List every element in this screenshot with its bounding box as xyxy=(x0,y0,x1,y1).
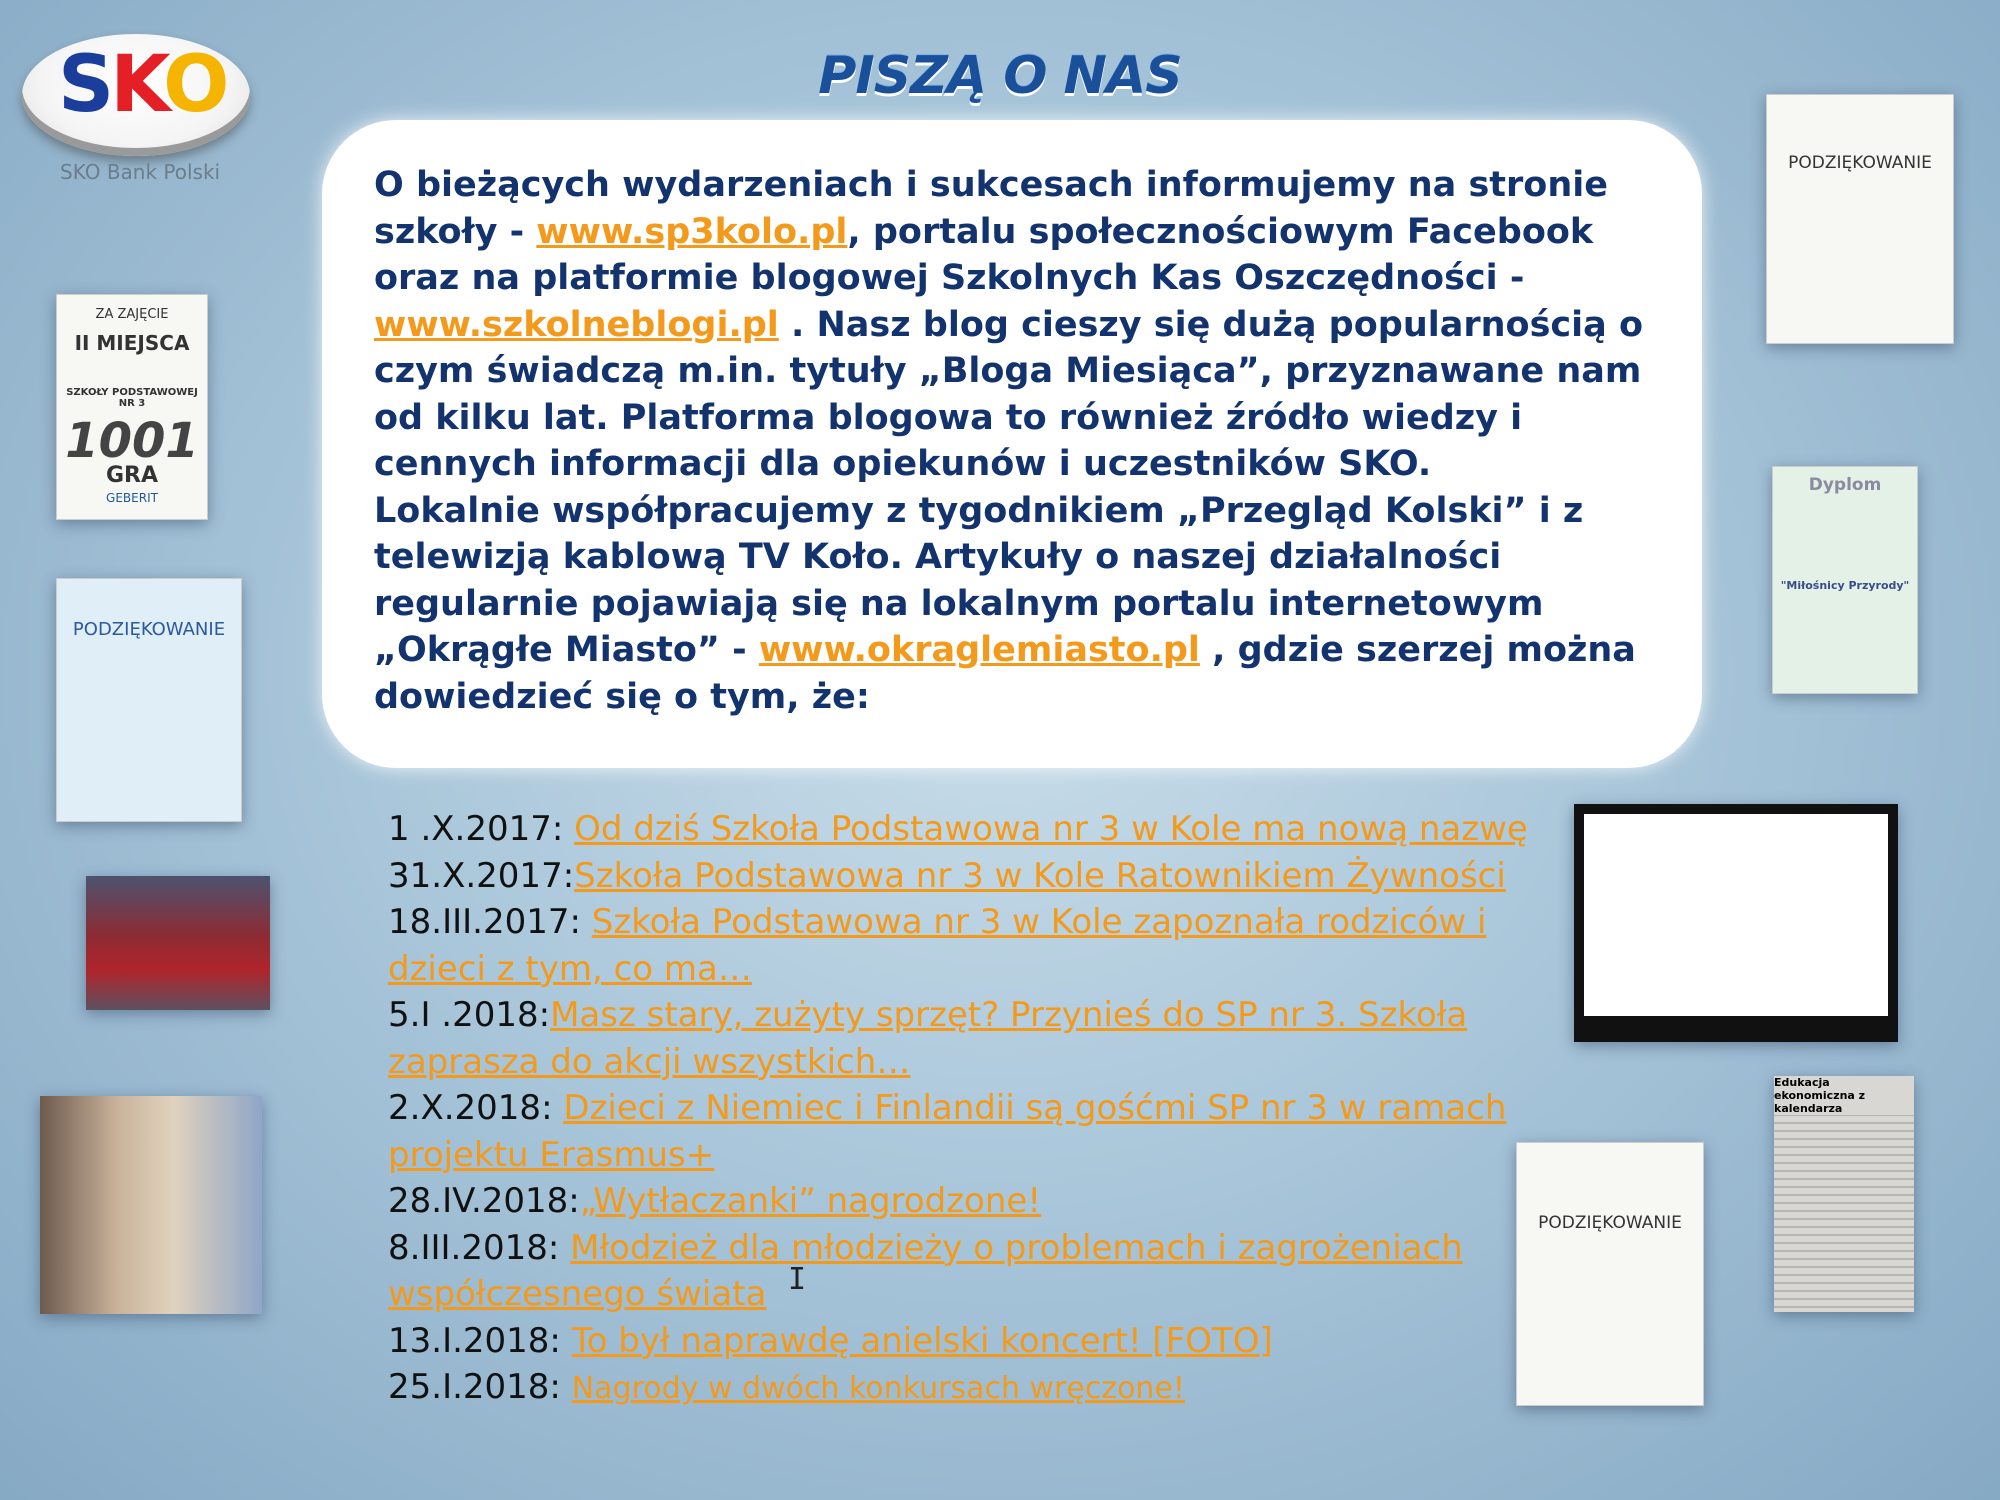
group-photo-image xyxy=(86,876,270,1010)
teachers-photo-image xyxy=(40,1096,262,1314)
news-item: 2.X.2018: Dzieci z Niemiec i Finlandii są gośćmi SP nr 3 w ramach projektu Erasmus+ xyxy=(388,1088,1507,1175)
logo-text: SKO xyxy=(58,40,226,130)
news-item: 13.I.2018: To był naprawdę anielski koncert! [FOTO] xyxy=(388,1320,1273,1361)
laptop-screenshot-image xyxy=(1574,804,1898,1042)
news-item: 18.III.2017: Szkoła Podstawowa nr 3 w Kole zapoznała rodziców i dzieci z tym, co ma… xyxy=(388,902,1487,989)
page-title: PISZĄ O NAS xyxy=(818,46,1182,106)
intro-panel xyxy=(322,120,1702,768)
news-list xyxy=(388,806,1578,1413)
news-item: 31.X.2017:Szkoła Podstawowa nr 3 w Kole Ratownikiem Żywności xyxy=(388,855,1506,896)
news-item: 5.I .2018:Masz stary, zużyty sprzęt? Przynieś do SP nr 3. Szkoła zaprasza do akcji wszystkich… xyxy=(388,995,1468,1082)
news-item: 8.III.2018: Młodzież dla młodzieży o problemach i zagrożeniach współczesnego świata xyxy=(388,1227,1463,1314)
text-cursor-icon: I xyxy=(788,1262,807,1297)
thank-you-certificate-image: PODZIĘKOWANIE xyxy=(1766,94,1954,344)
nature-diploma-image: Dyplom "Miłośnicy Przyrody" xyxy=(1772,466,1918,694)
news-item: 25.I.2018: Nagrody w dwóch konkursach wręczone! xyxy=(388,1367,1185,1407)
certificate-1001-gra-image: ZA ZAJĘCIE II MIEJSCA SZKOŁY PODSTAWOWEJ NR 3 1001 GRA GEBERIT xyxy=(56,294,208,520)
news-link[interactable]: To był naprawdę anielski koncert! [FOTO] xyxy=(571,1320,1273,1361)
thank-you-certificate-image: PODZIĘKOWANIE xyxy=(56,578,242,822)
news-link[interactable]: Szkoła Podstawowa nr 3 w Kole zapoznała rodziców i dzieci z tym, co ma… xyxy=(388,902,1487,989)
thank-you-certificate-image: PODZIĘKOWANIE xyxy=(1516,1142,1704,1406)
intro-text: O bieżących wydarzeniach i sukcesach informujemy na stronie szkoły - www.sp3kolo.pl, portalu społecznościowym Facebook oraz na platformie blogowej Szkolnych Kas Oszczędności - www.szkolneblogi.pl . Nasz blog cieszy się dużą popularnością o czym świadczą m.in. tytuły „Bloga Miesiąca”, przyznawane nam od kilku lat. Platforma blogowa to również źródło wiedzy i cennych informacji dla opiekunów i uczestników SKO. Lokalnie współpracujemy z tygodnikiem „Przegląd Kolski” i z telewizją kablową TV Koło. Artykuły o naszej działalności regularnie pojawiają się na lokalnym portalu internetowym „Okrągłe Miasto” - www.okraglemiasto.pl , gdzie szerzej można dowiedzieć się o tym, że: xyxy=(374,165,1644,717)
laptop-screen xyxy=(1584,814,1888,1016)
news-link[interactable]: Masz stary, zużyty sprzęt? Przynieś do SP nr 3. Szkoła zaprasza do akcji wszystkich… xyxy=(388,995,1468,1082)
link-okraglemiasto[interactable]: www.okraglemiasto.pl xyxy=(758,630,1200,670)
news-link[interactable]: Szkoła Podstawowa nr 3 w Kole Ratownikiem Żywności xyxy=(574,855,1506,896)
news-link[interactable]: Od dziś Szkoła Podstawowa nr 3 w Kole ma nową nazwę xyxy=(574,809,1528,849)
logo-subtitle: SKO Bank Polski xyxy=(60,160,221,184)
link-szkolneblogi[interactable]: www.szkolneblogi.pl xyxy=(374,304,779,345)
link-sp3kolo[interactable]: www.sp3kolo.pl xyxy=(536,211,848,252)
news-item: 1 .X.2017: Od dziś Szkoła Podstawowa nr 3 w Kole ma nową nazwę xyxy=(388,809,1528,849)
news-link[interactable]: Nagrody w dwóch konkursach wręczone! xyxy=(571,1371,1185,1406)
news-item: 28.IV.2018:„Wytłaczanki” nagrodzone! xyxy=(388,1181,1041,1221)
news-link[interactable]: Dzieci z Niemiec i Finlandii są gośćmi SP nr 3 w ramach projektu Erasmus+ xyxy=(388,1088,1507,1175)
news-link[interactable]: „Wytłaczanki” nagrodzone! xyxy=(579,1181,1041,1221)
newspaper-clipping-image: Edukacja ekonomiczna z kalendarza xyxy=(1774,1076,1914,1312)
news-link[interactable]: Młodzież dla młodzieży o problemach i zagrożeniach współczesnego świata xyxy=(388,1227,1463,1314)
